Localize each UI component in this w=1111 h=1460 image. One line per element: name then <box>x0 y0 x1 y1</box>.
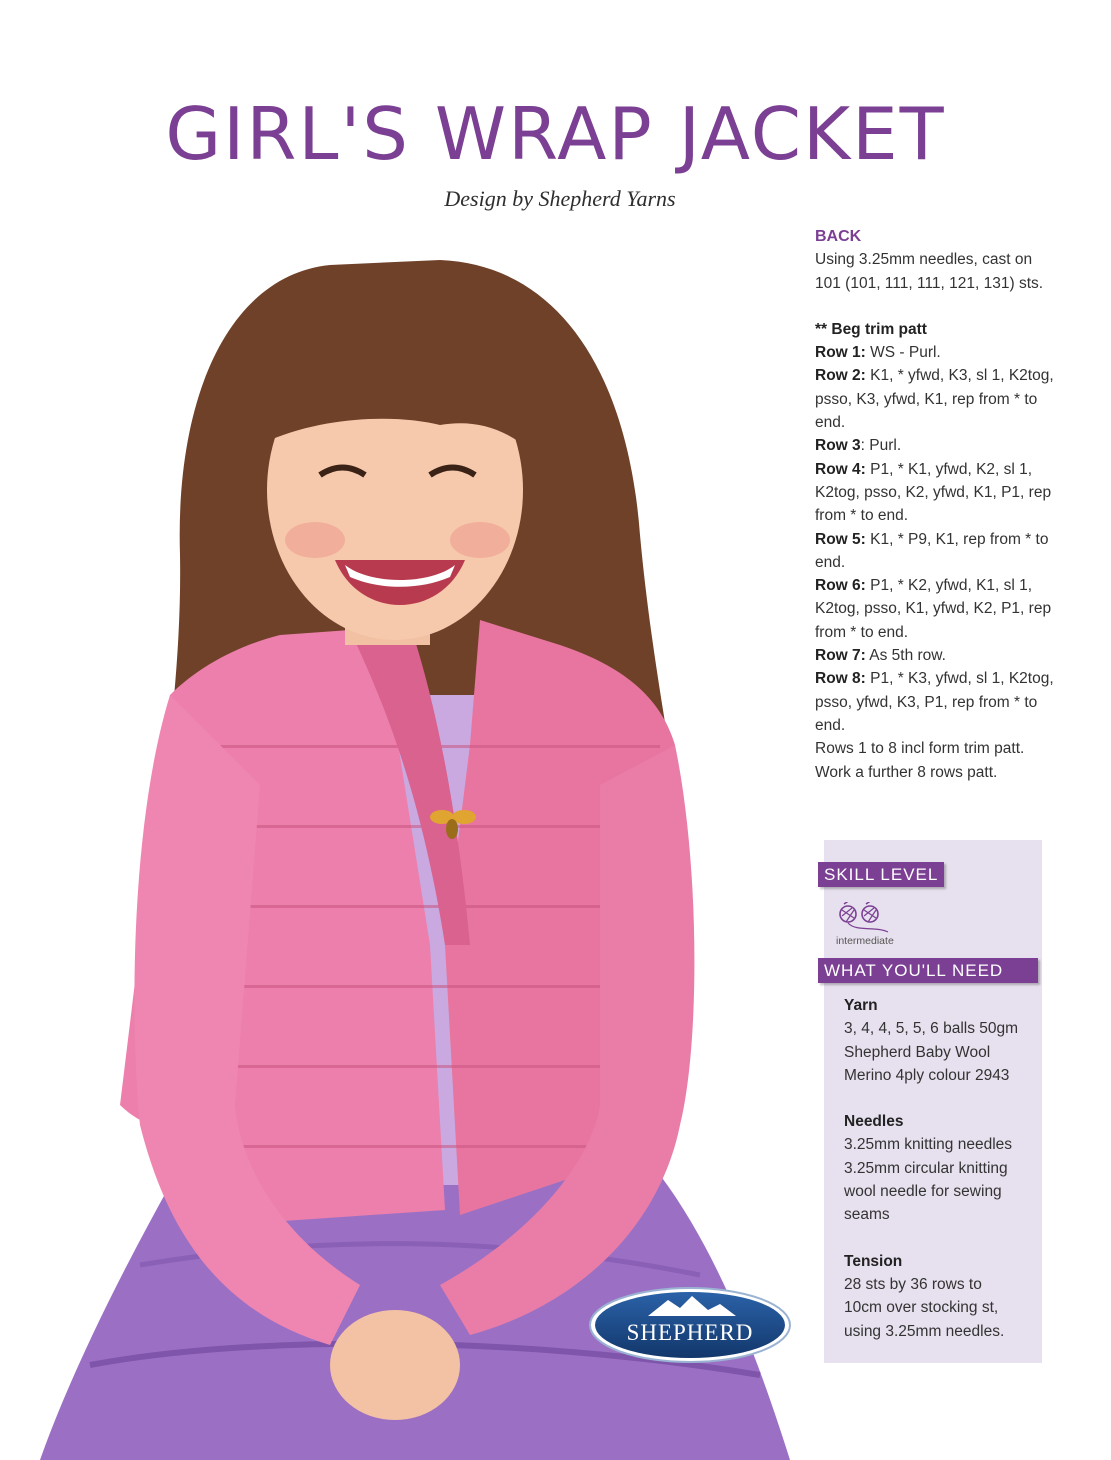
materials-list <box>844 994 1036 1343</box>
needles-line: wool needle for sewing <box>844 1183 1002 1201</box>
yarn-line: Shepherd Baby Wool <box>844 1043 991 1061</box>
needles-heading: Needles <box>844 1113 904 1131</box>
row-6: Row 6: P1, * K2, yfwd, K1, sl 1, K2tog, psso, K1, yfwd, K2, P1, rep from * to end. <box>815 577 1052 641</box>
model-photo <box>0 225 800 1460</box>
cast-on-instructions: Using 3.25mm needles, cast on 101 (101, 111, 111, 121, 131) sts. <box>815 251 1044 292</box>
section-heading-back: BACK <box>815 228 862 245</box>
trim-heading: ** Beg trim patt <box>815 320 927 338</box>
trim-summary: Rows 1 to 8 incl form trim patt. <box>815 740 1025 758</box>
what-you-need-heading: WHAT YOU'LL NEED <box>818 958 1038 983</box>
back-pattern <box>815 225 1055 784</box>
skill-level-heading: SKILL LEVEL <box>818 862 944 887</box>
needles-line: seams <box>844 1206 890 1224</box>
logo-wordmark: SHEPHERD <box>626 1320 754 1345</box>
row-3: Row 3: Purl. <box>815 437 902 455</box>
tension-line: 10cm over stocking st, <box>844 1299 999 1317</box>
yarn-line: 3, 4, 4, 5, 5, 6 balls 50gm <box>844 1020 1019 1038</box>
yarn-balls-icon <box>836 902 896 936</box>
row-8: Row 8: P1, * K3, yfwd, sl 1, K2tog, psso, yfwd, K3, P1, rep from * to end. <box>815 670 1054 734</box>
yarn-heading: Yarn <box>844 997 878 1014</box>
tension-line: 28 sts by 36 rows to <box>844 1275 982 1293</box>
shepherd-logo <box>588 1286 792 1364</box>
page-title: GIRL'S WRAP JACKET <box>165 92 946 176</box>
skill-level-value: intermediate <box>836 935 894 947</box>
row-1: Row 1: WS - Purl. <box>815 344 941 362</box>
row-5: Row 5: K1, * P9, K1, rep from * to end. <box>815 530 1049 571</box>
needles-line: 3.25mm knitting needles <box>844 1136 1013 1154</box>
row-2: Row 2: K1, * yfwd, K3, sl 1, K2tog, psso, K3, yfwd, K1, rep from * to end. <box>815 367 1054 432</box>
tension-heading: Tension <box>844 1252 903 1270</box>
yarn-line: Merino 4ply colour 2943 <box>844 1066 1010 1084</box>
further-rows: Work a further 8 rows patt. <box>815 763 998 781</box>
row-7: Row 7: As 5th row. <box>815 647 946 665</box>
needles-line: 3.25mm circular knitting <box>844 1159 1008 1177</box>
tension-line: using 3.25mm needles. <box>844 1322 1005 1340</box>
designer-credit: Design by Shepherd Yarns <box>444 186 676 211</box>
row-4: Row 4: P1, * K1, yfwd, K2, sl 1, K2tog, psso, K2, yfwd, K1, P1, rep from * to end. <box>815 460 1052 525</box>
hands <box>330 1310 460 1420</box>
